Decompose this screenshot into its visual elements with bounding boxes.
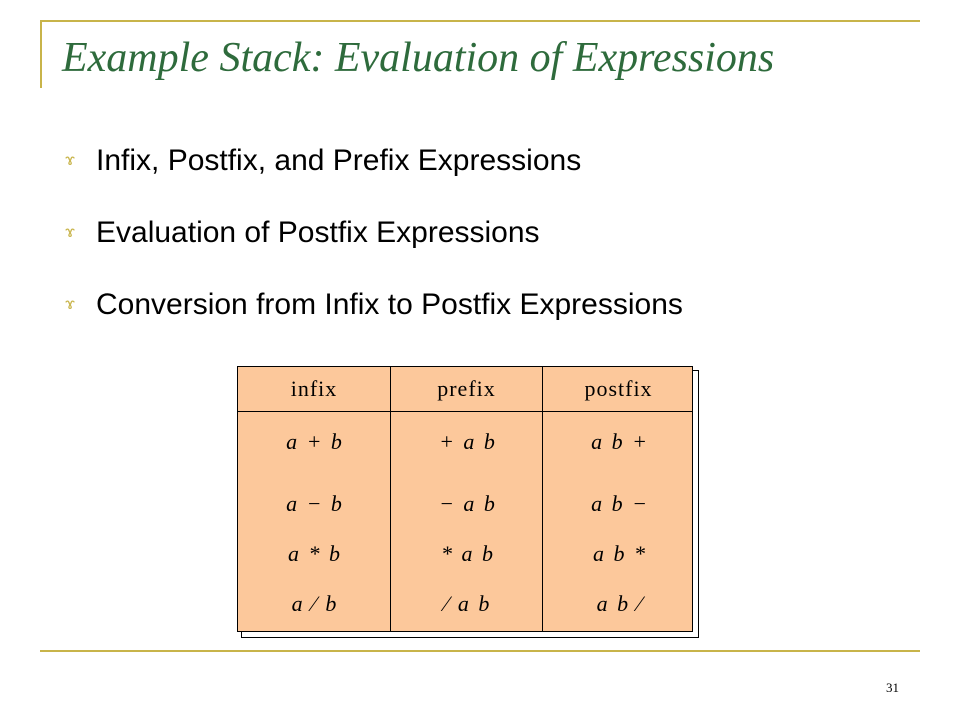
- table-cell: a − b: [286, 491, 342, 516]
- table-cell: a * b: [288, 541, 340, 566]
- top-rule: [40, 20, 920, 22]
- table-cell: a b *: [593, 541, 645, 566]
- bullet-text: Infix, Postfix, and Prefix Expressions: [96, 144, 582, 177]
- column-infix: [238, 367, 390, 631]
- bullet-item: [60, 284, 683, 326]
- bullet-text: Conversion from Infix to Postfix Expressions: [96, 288, 683, 321]
- bottom-rule: [40, 650, 920, 652]
- curly-bracket-bullet-icon: ɤ: [65, 296, 75, 313]
- slide-title: Example Stack: Evaluation of Expressions: [62, 35, 775, 81]
- table-cell: a b +: [591, 429, 647, 454]
- column-postfix: [542, 367, 694, 631]
- page-number: 31: [886, 680, 899, 695]
- left-rule: [40, 20, 42, 88]
- table-cell: a b −: [591, 491, 647, 516]
- column-prefix: [390, 367, 542, 631]
- table-cell: − a b: [439, 491, 495, 516]
- bullet-item: [60, 140, 683, 182]
- column-header-prefix: prefix: [437, 376, 496, 401]
- table-cell: a b ⁄: [596, 591, 642, 616]
- table-cell: + a b: [439, 429, 495, 454]
- bullet-text: Evaluation of Postfix Expressions: [96, 216, 540, 249]
- table-cell: a + b: [286, 429, 342, 454]
- column-header-infix: infix: [290, 376, 338, 401]
- column-header-postfix: postfix: [584, 376, 653, 401]
- expression-table: [237, 366, 693, 632]
- table-cell: ⁄ a b: [444, 591, 490, 616]
- curly-bracket-bullet-icon: ɤ: [65, 152, 75, 169]
- bullet-item: [60, 212, 683, 254]
- table-cell: * a b: [441, 541, 493, 566]
- table-cell: a ⁄ b: [291, 591, 337, 616]
- table-box: [237, 366, 693, 632]
- bullet-list: [60, 140, 683, 356]
- curly-bracket-bullet-icon: ɤ: [65, 224, 75, 241]
